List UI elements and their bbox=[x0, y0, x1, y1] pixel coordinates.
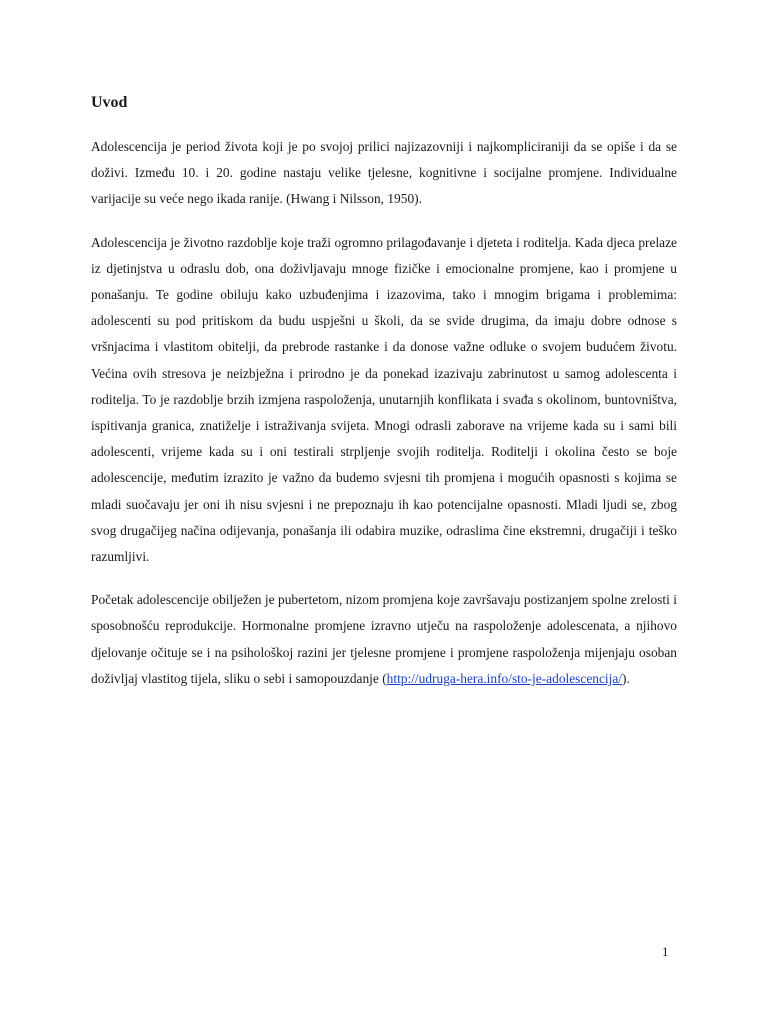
section-heading: Uvod bbox=[91, 94, 128, 111]
paragraph-2: Adolescencija je životno razdoblje koje traži ogromno prilagođavanje i djeteta i roditelja. Kada djeca prelaze iz djetinjstva u odraslu dob, ona doživljavaju mnoge fizičke i emocionalne promjene, kao i promjene u ponašanju. Te godine obiluju kako uzbuđenjima i izazovima, tako i mnogim brigama i problemima: adolescenti su pod pritiskom da budu uspješni u školi, da se svide drugima, da imaju dobre odnose s vršnjacima i vlastitom obitelji, da prebrode rastanke i da donose važne odluke o svojem budućem životu. Većina ovih stresova je neizbježna i prirodno je da ponekad izazivaju zabrinutost u samog adolescenta i roditelja. To je razdoblje brzih izmjena raspoloženja, unutarnjih konflikata i svađa s okolinom, buntovništva, ispitivanja granica, znatiželje i istraživanja svijeta. Mnogi odrasli zaborave na vrijeme kada su i sami bili adolescenti, vrijeme kada su i oni testirali strpljenje svojih roditelja. Roditelji i okolina često se boje adolescencije, međutim izrazito je važno da budemo svjesni tih promjena i mogućih opasnosti s kojima se mladi suočavaju jer oni ih nisu svjesni i ne prepoznaju ih kao potencijalne opasnosti. Mladi ljudi se, zbog svog drugačijeg načina odijevanja, ponašanja ili odabira muzike, odraslima čine ekstremni, drugačiji i teško razumljivi. bbox=[91, 234, 677, 565]
source-link[interactable]: http://udruga-hera.info/sto-je-adolescencija/ bbox=[386, 670, 623, 686]
paragraph-1: Adolescencija je period života koji je po svojoj prilici najizazovniji i najkompliciraniji da se opiše i da se doživi. Između 10. i 20. godine nastaju velike tjelesne, kognitivne i socijalne promjene. Individualne varijacije su veće nego ikada ranije. (Hwang i Nilsson, 1950). bbox=[91, 139, 677, 207]
paragraph-3-text: Početak adolescencije obilježen je pubertetom, nizom promjena koje završavaju postizanjem spolne zrelosti i sposobnošću reprodukcije. Hormonalne promjene izravno utječu na raspoloženje adolescenata, a njihovo djelovanje očituje se i na psihološkoj razini jer tjelesne promjene i promjene raspoloženja mijenjaju osoban doživljaj vlastitog tijela, sliku o sebi i samopouzdanje ( bbox=[91, 592, 677, 686]
paragraph-3 bbox=[91, 587, 677, 692]
document-page bbox=[91, 92, 677, 709]
paragraph-3-closing: ). bbox=[622, 670, 630, 686]
page-number: 1 bbox=[662, 944, 669, 959]
